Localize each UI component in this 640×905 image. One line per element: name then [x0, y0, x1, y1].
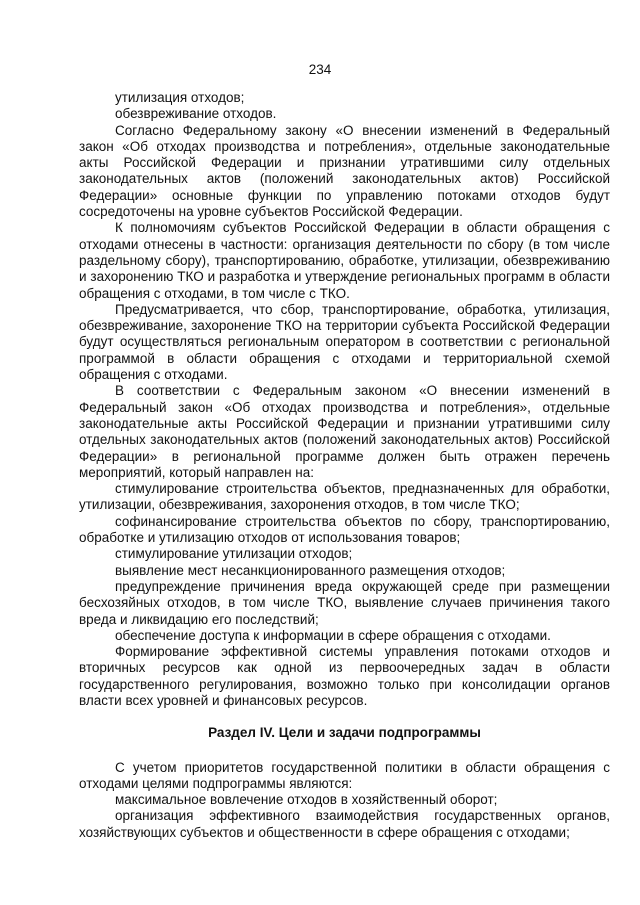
page-number: 234 — [308, 62, 332, 77]
paragraph: утилизация отходов; — [115, 90, 245, 105]
paragraph: Предусматривается, что сбор, транспортирование, обработка, утилизация, обезвреживание, захоронение ТКО на территории субъекта Российской Федерации будут осуществляться региональным оператором в соответствии с региональной программой в области обращения с отходами и территориальной схемой обращения с отходами. — [79, 301, 610, 383]
paragraph: Согласно Федеральному закону «О внесении изменений в Федеральный закон «Об отходах производства и потребления», отдельные законодательные акты Российской Федерации и признании утратившими силу отдельных законодательных актов (положений законодательных актов) Российской Федерации» основные функции по управлению потоками отходов будут сосредоточены на уровне субъектов Российской Федерации. — [79, 122, 610, 220]
paragraph: В соответствии с Федеральным законом «О внесении изменений в Федеральный закон «Об отходах производства и потребления», отдельные законодательные акты Российской Федерации и признании утратившими силу отдельных законодательных актов (положений законодательных актов) Российской Федерации» в региональной программе должен быть отражен перечень мероприятий, который направлен на: — [79, 383, 610, 480]
paragraph: выявление мест несанкционированного размещения отходов; — [115, 562, 506, 578]
paragraph: обеспечение доступа к информации в сфере обращения с отходами. — [115, 627, 551, 643]
paragraph: предупреждение причинения вреда окружающей среде при размещении бесхозяйных отходов, в том числе ТКО, выявление случаев причинения такого вреда и ликвидацию его последствий; — [79, 578, 610, 627]
paragraph: обезвреживание отходов. — [115, 106, 277, 122]
paragraph: К полномочиям субъектов Российской Федерации в области обращения с отходами отнесены в частности: организация деятельности по сбору (в том числе раздельному сбору), транспортированию, обработке, утилизации, обезвреживанию и захоронению ТКО и разработка и утверждение региональных программ в области обращения с отходами, в том числе с ТКО. — [79, 220, 610, 301]
paragraph: организация эффективного взаимодействия государственных органов, хозяйствующих субъектов и общественности в сфере обращения с отходами; — [79, 808, 610, 840]
paragraph: Формирование эффективной системы управления потоками отходов и вторичных ресурсов как одной из первоочередных задач в области государственного регулирования, возможно только при консолидации органов власти всех уровней и финансовых ресурсов. — [79, 644, 610, 708]
paragraph: С учетом приоритетов государственной политики в области обращения с отходами целями подпрограммы являются: — [79, 759, 610, 791]
paragraph: стимулирование утилизации отходов; — [115, 546, 353, 562]
document-body — [79, 90, 610, 841]
section-heading: Раздел IV. Цели и задачи подпрограммы — [208, 725, 481, 741]
paragraph: максимальное вовлечение отходов в хозяйственный оборот; — [115, 792, 498, 808]
paragraph: стимулирование строительства объектов, предназначенных для обработки, утилизации, обезвреживания, захоронения отходов, в том числе ТКО; — [79, 481, 610, 513]
paragraph: софинансирование строительства объектов по сбору, транспортированию, обработке и утилизацию отходов от использования товаров; — [79, 513, 610, 546]
